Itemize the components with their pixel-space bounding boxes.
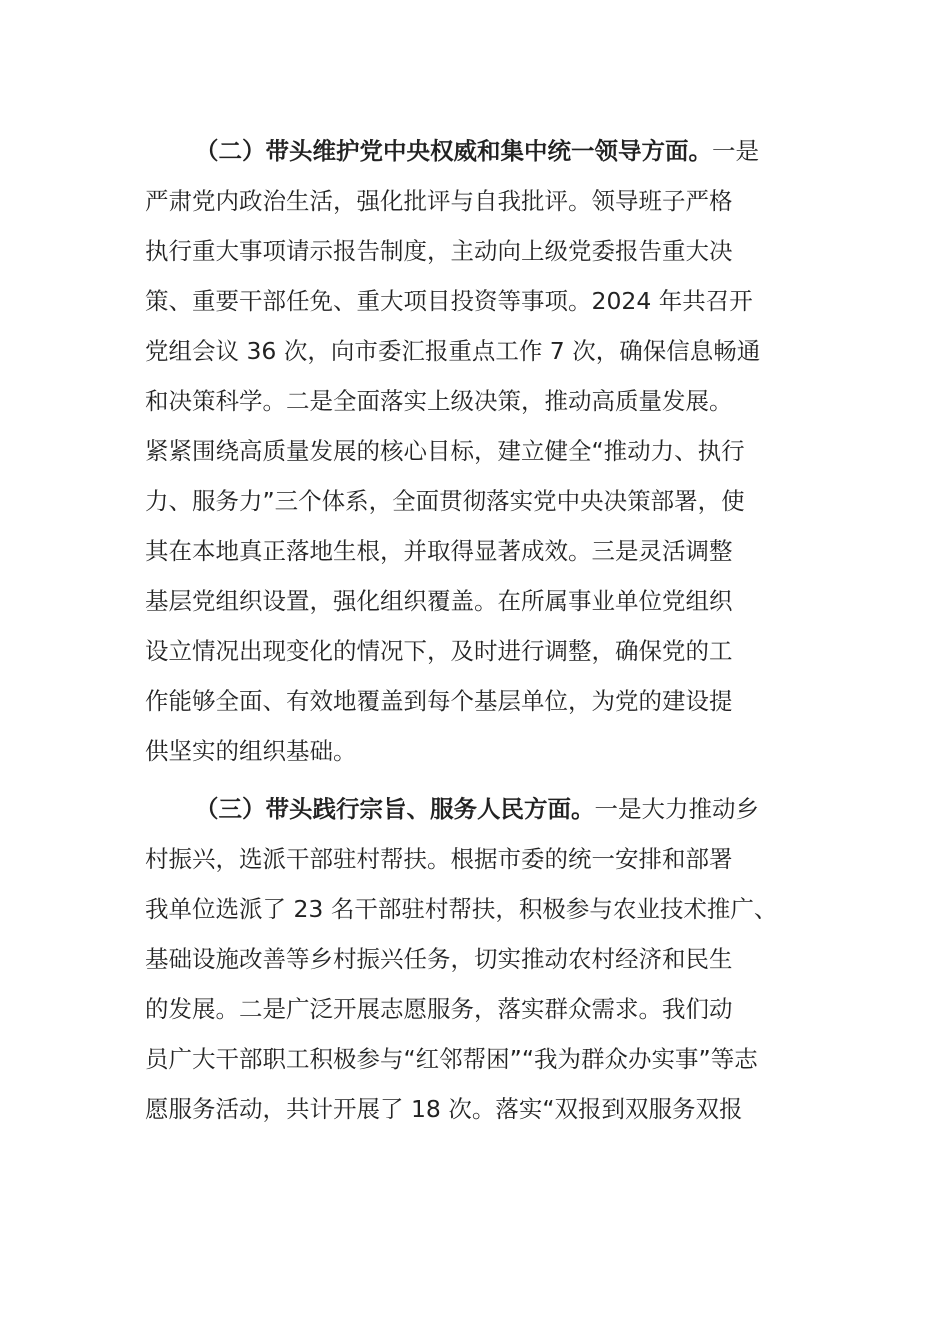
paragraph-line: 作能够全面、有效地覆盖到每个基层单位，为党的建设提 (145, 687, 733, 715)
paragraph-line: 基础设施改善等乡村振兴任务，切实推动农村经济和民生 (145, 945, 733, 973)
section-3-heading: （三）带头践行宗旨、服务人民方面。 (195, 795, 595, 823)
document-body (145, 126, 810, 1134)
paragraph-line: 员广大干部职工积极参与“红邻帮困”“我为群众办实事”等志 (145, 1045, 758, 1073)
paragraph-line: 策、重要干部任免、重大项目投资等事项。2024 年共召开 (145, 287, 753, 315)
paragraph-line: 严肃党内政治生活，强化批评与自我批评。领导班子严格 (145, 187, 733, 215)
paragraph-line: 愿服务活动，共计开展了 18 次。落实“双报到双服务双报 (145, 1095, 743, 1123)
paragraph-line: （二）带头维护党中央权威和集中统一领导方面。一是 (195, 137, 759, 165)
section-2-paragraph (145, 126, 810, 776)
paragraph-line: 的发展。二是广泛开展志愿服务，落实群众需求。我们动 (145, 995, 733, 1023)
paragraph-line: （三）带头践行宗旨、服务人民方面。一是大力推动乡 (195, 795, 759, 823)
section-3-paragraph (145, 784, 810, 1134)
section-2-heading: （二）带头维护党中央权威和集中统一领导方面。 (195, 137, 712, 165)
paragraph-line: 其在本地真正落地生根，并取得显著成效。三是灵活调整 (145, 537, 733, 565)
paragraph-line: 和决策科学。二是全面落实上级决策，推动高质量发展。 (145, 387, 733, 415)
paragraph-line: 设立情况出现变化的情况下，及时进行调整，确保党的工 (145, 637, 733, 665)
paragraph-line: 供坚实的组织基础。 (145, 737, 357, 765)
paragraph-line: 力、服务力”三个体系，全面贯彻落实党中央决策部署，使 (145, 487, 745, 515)
paragraph-line: 我单位选派了 23 名干部驻村帮扶，积极参与农业技术推广、 (145, 895, 778, 923)
paragraph-line: 基层党组织设置，强化组织覆盖。在所属事业单位党组织 (145, 587, 733, 615)
paragraph-line: 执行重大事项请示报告制度，主动向上级党委报告重大决 (145, 237, 733, 265)
paragraph-line: 党组会议 36 次，向市委汇报重点工作 7 次，确保信息畅通 (145, 337, 761, 365)
paragraph-line: 紧紧围绕高质量发展的核心目标，建立健全“推动力、执行 (145, 437, 745, 465)
paragraph-line: 村振兴，选派干部驻村帮扶。根据市委的统一安排和部署 (145, 845, 733, 873)
